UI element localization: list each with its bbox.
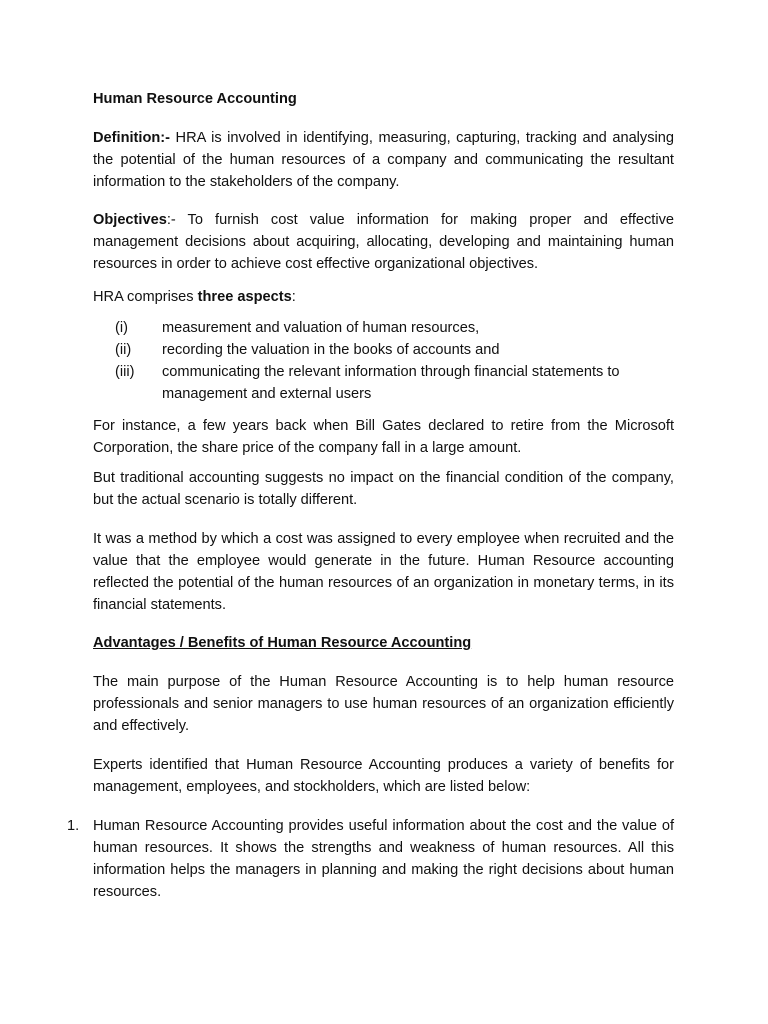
experts-paragraph: Experts identified that Human Resource Accounting produces a variety of benefits for management, employees, and stockholders, which are listed below: — [93, 757, 674, 795]
objectives-paragraph — [93, 209, 674, 275]
aspect-text: measurement and valuation of human resources, — [162, 320, 480, 336]
aspects-intro-bold: three aspects — [197, 289, 292, 305]
definition-paragraph — [93, 127, 674, 193]
aspect-item — [93, 361, 674, 405]
document-title: Human Resource Accounting — [93, 91, 297, 107]
purpose-paragraph: The main purpose of the Human Resource Accounting is to help human resource professionals and senior managers to use human resources of an organization efficiently and effectively. — [93, 674, 674, 734]
benefit-number: 1. — [67, 818, 80, 834]
aspect-item — [93, 339, 674, 361]
aspect-number: (iii) — [115, 364, 135, 380]
advantages-heading: Advantages / Benefits of Human Resource Accounting — [93, 635, 472, 651]
objectives-label: Objectives — [93, 212, 167, 228]
aspects-intro-prefix: HRA comprises — [93, 289, 198, 305]
aspects-intro-suffix: : — [291, 289, 296, 305]
aspect-number: (ii) — [115, 342, 132, 358]
instance-paragraph: For instance, a few years back when Bill Gates declared to retire from the Microsoft Corporation, the share price of the company fall in a large amount. — [93, 418, 674, 456]
aspect-text: recording the valuation in the books of accounts and — [162, 342, 500, 358]
document-body — [67, 88, 674, 903]
aspects-intro — [93, 286, 674, 308]
aspect-number: (i) — [115, 320, 128, 336]
benefits-list — [67, 815, 674, 903]
traditional-paragraph: But traditional accounting suggests no impact on the financial condition of the company, but the actual scenario is totally different. — [93, 470, 674, 508]
method-paragraph: It was a method by which a cost was assigned to every employee when recruited and the value that the employee would generate in the future. Human Resource accounting reflected the potential of the human resources of an organization in monetary terms, in its financial statements. — [93, 531, 674, 613]
aspect-text: communicating the relevant information through financial statements to management and external users — [162, 364, 620, 402]
definition-text: HRA is involved in identifying, measuring, capturing, tracking and analysing the potential of the human resources of a company and communicating the resultant information to the stakeholders of the company. — [93, 130, 674, 190]
benefit-text: Human Resource Accounting provides useful information about the cost and the value of human resources. It shows the strengths and weakness of human resources. All this information helps the managers in planning and making the right decisions about human resources. — [93, 818, 674, 900]
aspect-item — [93, 317, 674, 339]
objectives-text: :- To furnish cost value information for making proper and effective management decisions about acquiring, allocating, developing and maintaining human resources in order to achieve cost effective organizational objectives. — [93, 212, 674, 272]
benefit-item — [67, 815, 674, 903]
definition-label: Definition:- — [93, 130, 171, 146]
aspects-list — [93, 317, 674, 405]
